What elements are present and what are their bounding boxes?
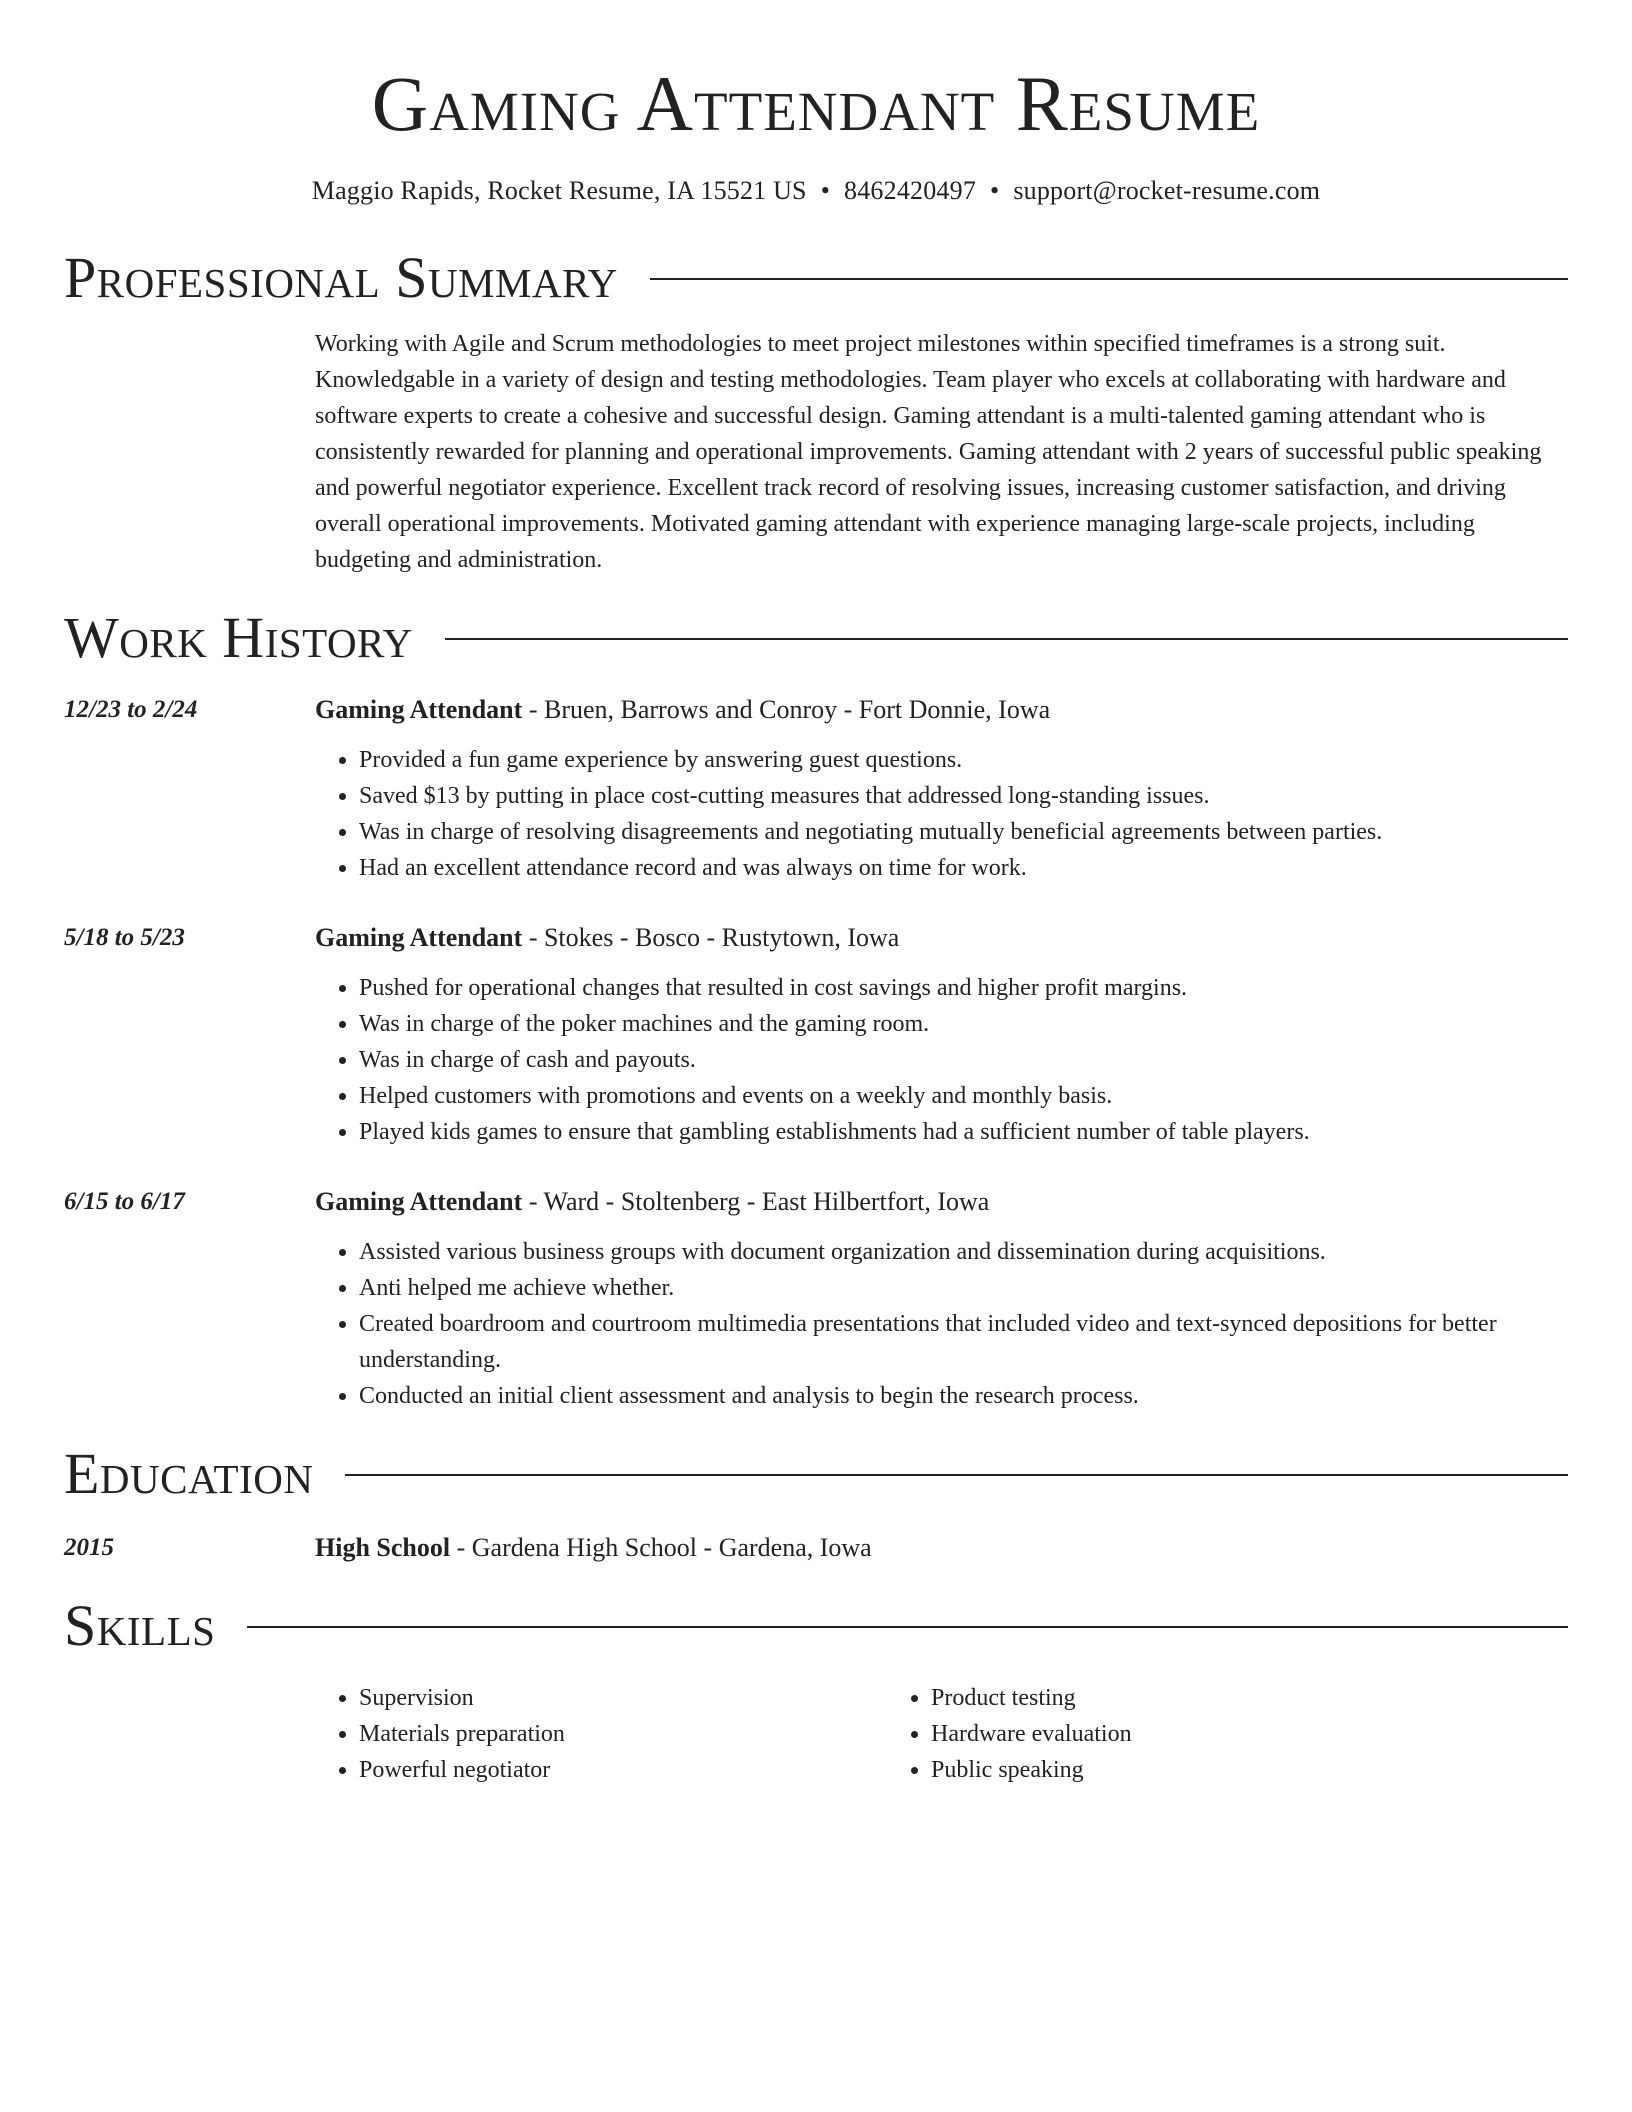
- job-entry: [64, 692, 1568, 886]
- contact-separator: •: [820, 176, 831, 205]
- summary-section-header: [64, 244, 1568, 312]
- skill-item: • Supervision: [359, 1680, 887, 1716]
- contact-separator: •: [990, 176, 1000, 205]
- contact-line: [64, 174, 1568, 208]
- skill-item: • Materials preparation: [359, 1716, 887, 1752]
- section-divider: [445, 638, 1568, 640]
- list-item: • Saved $13 by putting in place cost-cutting measures that addressed long-standing issues.: [359, 778, 1568, 814]
- job-date: 12/23 to 2/24: [64, 696, 198, 723]
- education-date: 2015: [64, 1534, 114, 1561]
- skill-item: • Product testing: [931, 1680, 1459, 1716]
- list-item: • Was in charge of resolving disagreements and negotiating mutually beneficial agreements between parties.: [359, 814, 1568, 850]
- list-item: • Conducted an initial client assessment and analysis to begin the research process.: [359, 1378, 1568, 1414]
- list-item: • Anti helped me achieve whether.: [359, 1270, 1568, 1306]
- skill-item: • Hardware evaluation: [931, 1716, 1459, 1752]
- job-role: Gaming Attendant: [315, 695, 523, 724]
- job-bullets: [315, 1234, 1568, 1414]
- job-date: 5/18 to 5/23: [64, 924, 185, 951]
- skill-item: • Powerful negotiator: [359, 1752, 887, 1788]
- education-heading: Education: [64, 1441, 314, 1506]
- list-item: • Provided a fun game experience by answering guest questions.: [359, 742, 1568, 778]
- job-heading: [315, 1184, 1568, 1220]
- education-entry: [64, 1530, 1568, 1566]
- job-details: - Stokes - Bosco - Rustytown, Iowa: [522, 923, 900, 952]
- resume-page: [64, 0, 1568, 1788]
- skills-list: [315, 1680, 1568, 1788]
- contact-phone: 8462420497: [844, 176, 977, 205]
- work-section-header: [64, 604, 1568, 672]
- job-body: [315, 692, 1568, 886]
- job-details: - Bruen, Barrows and Conroy - Fort Donnie, Iowa: [522, 695, 1051, 724]
- work-heading: Work History: [64, 605, 413, 670]
- skills-heading: Skills: [64, 1593, 216, 1658]
- list-item: • Was in charge of the poker machines and the gaming room.: [359, 1006, 1568, 1042]
- job-date: 6/15 to 6/17: [64, 1188, 185, 1215]
- contact-address: Maggio Rapids, Rocket Resume, IA 15521 US: [311, 176, 807, 205]
- contact-email: support@rocket-resume.com: [1013, 176, 1321, 205]
- education-details: - Gardena High School - Gardena, Iowa: [450, 1533, 872, 1562]
- skills-column-left: [315, 1680, 887, 1788]
- job-body: [315, 1184, 1568, 1414]
- job-bullets: [315, 742, 1568, 886]
- list-item: • Helped customers with promotions and events on a weekly and monthly basis.: [359, 1078, 1568, 1114]
- skills-section-header: [64, 1592, 1568, 1660]
- summary-text: Working with Agile and Scrum methodologies to meet project milestones within specified timeframes is a strong suit. Knowledgable in a variety of design and testing methodologies. Team player who excels at collaborating with hardware and software experts to create a cohesive and successful design. Gaming attendant is a multi-talented gaming attendant who is consistently rewarded for planning and operational improvements. Gaming attendant with 2 years of successful public speaking and powerful negotiator experience. Excellent track record of resolving issues, increasing customer satisfaction, and driving overall operational improvements. Motivated gaming attendant with experience managing large-scale projects, including budgeting and administration.: [315, 331, 1542, 573]
- list-item: • Assisted various business groups with document organization and dissemination during acquisitions.: [359, 1234, 1568, 1270]
- education-body: [315, 1530, 1568, 1566]
- education-degree: High School: [315, 1533, 451, 1562]
- job-role: Gaming Attendant: [315, 1187, 523, 1216]
- job-details: - Ward - Stoltenberg - East Hilbertfort, Iowa: [522, 1187, 990, 1216]
- page-title: Gaming Attendant Resume: [371, 60, 1261, 147]
- list-item: • Had an excellent attendance record and was always on time for work.: [359, 850, 1568, 886]
- education-section-header: [64, 1440, 1568, 1508]
- education-heading-line: [315, 1530, 1568, 1566]
- list-item: • Created boardroom and courtroom multimedia presentations that included video and text-synced depositions for better understanding.: [359, 1306, 1568, 1378]
- job-bullets: [315, 970, 1568, 1150]
- list-item: • Was in charge of cash and payouts.: [359, 1042, 1568, 1078]
- section-divider: [650, 278, 1568, 280]
- list-item: • Pushed for operational changes that resulted in cost savings and higher profit margins.: [359, 970, 1568, 1006]
- job-heading: [315, 920, 1568, 956]
- job-entry: [64, 920, 1568, 1150]
- job-body: [315, 920, 1568, 1150]
- job-role: Gaming Attendant: [315, 923, 523, 952]
- job-entry: [64, 1184, 1568, 1414]
- section-divider: [345, 1474, 1568, 1476]
- skill-item: • Public speaking: [931, 1752, 1459, 1788]
- list-item: • Played kids games to ensure that gambling establishments had a sufficient number of table players.: [359, 1114, 1568, 1150]
- job-heading: [315, 692, 1568, 728]
- section-divider: [247, 1626, 1568, 1628]
- summary-heading: Professional Summary: [64, 245, 618, 310]
- skills-column-right: [887, 1680, 1459, 1788]
